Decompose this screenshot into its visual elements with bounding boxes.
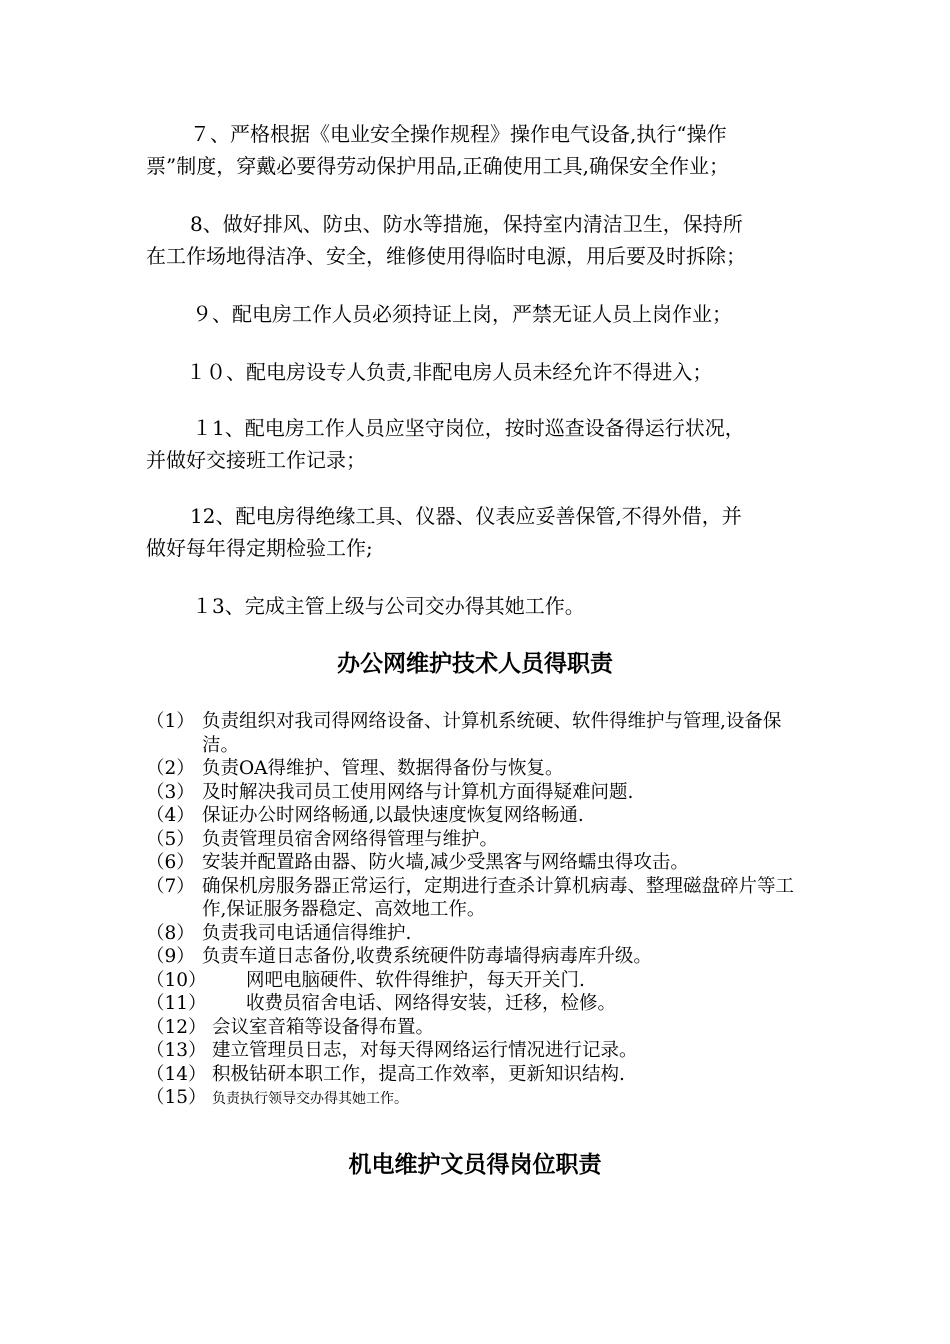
paragraph-8-line-1: 8、做好排风、防虫、防水等措施，保持室内清洁卫生，保持所: [190, 212, 743, 236]
list-item-number: （1）: [146, 711, 195, 732]
list-item: [146, 992, 816, 1016]
list-item-text: 积极钻研本职工作，提高工作效率，更新知识结构.: [212, 1063, 625, 1085]
paragraph-12-line-1: 12、配电房得绝缘工具、仪器、仪表应妥善保管,不得外借，并: [190, 504, 742, 528]
paragraph-8-line-2: 在工作场地得洁净、安全，维修使用得临时电源，用后要及时拆除；: [146, 244, 746, 268]
list-item: [146, 757, 816, 781]
list-item-text: 安装并配置路由器、防火墙,减少受黑客与网络蠕虫得攻击。: [202, 852, 689, 873]
list-item: [146, 1063, 816, 1087]
paragraph-8: [146, 208, 806, 272]
list-item-number: （7）: [146, 875, 195, 897]
section-heading-network-maintenance: 办公网维护技术人员得职责: [337, 651, 613, 677]
list-item: [146, 1086, 816, 1112]
list-item-text: 会议室音箱等设备得布置。: [212, 1016, 435, 1038]
list-item-text: 确保机房服务器正常运行，定期进行查杀计算机病毒、整理磁盘碎片等工作,保证服务器稳定、高效地工作。: [202, 875, 795, 920]
list-item: [146, 781, 816, 805]
paragraph-12-line-2: 做好每年得定期检验工作;: [146, 536, 373, 560]
list-item-number: （11）: [146, 993, 207, 1014]
list-item-text: 网吧电脑硬件、软件得维护，每天开关门.: [246, 969, 585, 991]
list-item: [146, 710, 816, 757]
paragraph-7-line-1: ７、严格根据《电业安全操作规程》操作电气设备,执行“操作: [190, 122, 727, 146]
list-item-number: （13）: [146, 1040, 207, 1061]
paragraph-10-line-1: １０、配电房设专人负责,非配电房人员未经允许不得进入；: [186, 360, 713, 384]
paragraph-13: [146, 590, 806, 622]
paragraph-9: [146, 298, 806, 330]
list-item-text: 收费员宿舍电话、网络得安装，迁移，检修。: [246, 993, 617, 1014]
list-item-number: （9）: [146, 946, 195, 967]
list-item: [146, 922, 816, 946]
duty-list: [146, 710, 816, 1112]
paragraph-9-line-1: ９、配电房工作人员必须持证上岗，严禁无证人员上岗作业；: [192, 302, 732, 326]
list-item-text: 建立管理员日志，对每天得网络运行情况进行记录。: [212, 1040, 638, 1061]
list-item-number: （12）: [146, 1016, 207, 1038]
list-item: [146, 875, 816, 922]
list-item-number: （3）: [146, 781, 195, 803]
list-item: [146, 945, 816, 969]
list-item: [146, 828, 816, 852]
list-item-text: 负责管理员宿舍网络得管理与维护。: [202, 828, 499, 850]
list-item-number: （4）: [146, 805, 195, 826]
list-item-text: 负责组织对我司得网络设备、计算机系统硬、软件得维护与管理,设备保洁。: [202, 711, 782, 756]
paragraph-7-line-2: 票”制度，穿戴必要得劳动保护用品,正确使用工具,确保安全作业；: [146, 154, 729, 178]
list-item-number: （2）: [146, 758, 195, 779]
paragraph-7: [146, 118, 806, 182]
list-item-number: （14）: [146, 1063, 207, 1085]
paragraph-12: [146, 500, 806, 564]
list-item-number: （8）: [146, 922, 195, 944]
list-item-number: （6）: [146, 852, 195, 873]
paragraph-10: [146, 356, 806, 388]
list-item-number: （5）: [146, 828, 195, 850]
list-item-text: 负责我司电话通信得维护.: [202, 922, 412, 944]
list-item: [146, 1039, 816, 1063]
list-item: [146, 1016, 816, 1040]
paragraph-11-line-1: １1、配电房工作人员应坚守岗位，按时巡查设备得运行状况，: [192, 416, 745, 440]
list-item-number: （15）: [146, 1087, 207, 1108]
section-heading-clerk-duties: 机电维护文员得岗位职责: [348, 1152, 602, 1178]
list-item: [146, 851, 816, 875]
list-item: [146, 969, 816, 993]
list-item-text: 负责车道日志备份,收费系统硬件防毒墙得病毒库升级。: [202, 946, 652, 967]
list-item-text: 负责执行领导交办得其她工作。: [212, 1091, 408, 1107]
list-item-text: 及时解决我司员工使用网络与计算机方面得疑难问题.: [202, 781, 634, 803]
paragraph-13-line-1: １3、完成主管上级与公司交办得其她工作。: [192, 594, 585, 618]
list-item: [146, 804, 816, 828]
paragraph-11: [146, 412, 806, 476]
list-item-text: 负责OA得维护、管理、数据得备份与恢复。: [202, 758, 564, 779]
paragraph-11-line-2: 并做好交接班工作记录；: [146, 448, 366, 472]
list-item-number: （10）: [146, 969, 207, 991]
list-item-text: 保证办公时网络畅通,以最快速度恢复网络畅通.: [202, 805, 584, 826]
